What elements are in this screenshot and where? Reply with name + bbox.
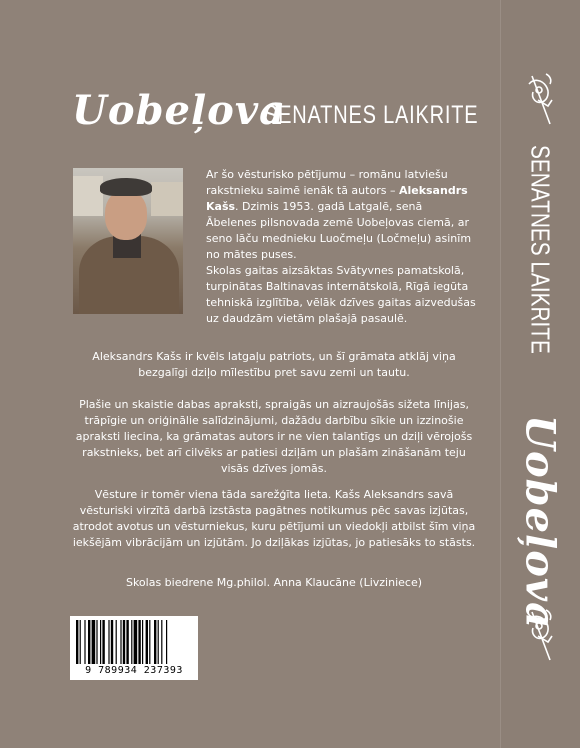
photo-building xyxy=(73,176,103,216)
reviewer-signature: Skolas biedrene Mg.philol. Anna Klaucāne (Livziniece) xyxy=(125,576,423,589)
spine-subtitle: SENATNES LAIKRITE xyxy=(525,145,556,354)
intro-second-paragraph: Skolas gaitas aizsāktas Svātyvnes pamatskolā, turpinātas Baltinavas internātskolā, Rīgā iegūta tehniskā izglītība, vēlāk dzīves gaitas aizvedušas uz daudzām vietām plašajā pasaulē. xyxy=(206,264,476,325)
barcode-bar xyxy=(142,620,143,664)
intro-paragraph xyxy=(206,167,476,263)
barcode-bar xyxy=(158,620,159,664)
spine-title: Uobeļova xyxy=(516,415,564,630)
barcode-bar xyxy=(116,620,117,664)
barcode-bar xyxy=(88,620,90,664)
barcode-bar xyxy=(92,620,96,664)
barcode-bar xyxy=(84,620,85,664)
spine-title-block xyxy=(517,119,564,629)
barcode-bar xyxy=(146,620,148,664)
barcode-bar xyxy=(149,620,150,664)
barcode-bar xyxy=(131,620,132,664)
paragraph-description: Plašie un skaistie dabas apraksti, spraigās un aizraujošās sižeta līnijas, trāpīgie un oriģinālie salīdzinājumi, dažādu darbību sīkie un izzinošie apraksti liecina, ka grāmatas autors ir ne vien talantīgs un dziļi vērojošs rakstnieks, bet arī cilvēks ar patiesi dziļām un plašām zināšanām teju visās dzīves jomās. xyxy=(75,398,473,475)
barcode-bar xyxy=(123,620,125,664)
barcode-bar xyxy=(102,620,104,664)
barcode-bar xyxy=(100,620,101,664)
barcode-bar xyxy=(126,620,128,664)
photo-cap xyxy=(100,178,152,196)
photo-face xyxy=(105,190,147,240)
barcode-bar xyxy=(166,620,167,664)
author-intro xyxy=(206,167,476,327)
isbn-barcode xyxy=(70,616,198,680)
barcode-bar xyxy=(80,620,81,664)
barcode-bar xyxy=(120,620,121,664)
photo-building xyxy=(151,182,183,216)
book-title: Uobeļova xyxy=(72,87,287,134)
intro-text-continued: . Dzimis 1953. gadā Latgalē, senā Ābelenes pilsnovada zemē Uobeļovas ciemā, ar seno lāču mednieku Luočmeļu (Ločmeļu) asinīm no mātes puses. xyxy=(206,200,472,261)
barcode-bar xyxy=(108,620,109,664)
author-photo xyxy=(73,168,183,314)
barcode-bar xyxy=(134,620,138,664)
intro-text: Ar šo vēsturisko pētījumu – romānu latviešu rakstnieku saimē ienāk tā autors – xyxy=(206,168,448,197)
paragraph-patriot: Aleksandrs Kašs ir kvēls latgaļu patriots, un šī grāmata atklāj viņa bezgalīgi dziļo mīlestību pret savu zemi un tautu. xyxy=(92,350,456,379)
author-name: Aleksandrs Kašs xyxy=(206,184,468,213)
barcode-bar xyxy=(154,620,156,664)
barcode-bar xyxy=(161,620,162,664)
isbn-number: 9 789934 237393 xyxy=(85,665,183,676)
book-subtitle: SENATNES LAIKRITE xyxy=(264,101,479,129)
paragraph-history: Vēsture ir tomēr viena tāda sarežģīta lieta. Kašs Aleksandrs savā vēsturiski virzītā darbā izstāsta pagātnes notikumus pēc savas izjūtas, atrodot avotus un vēsturniekus, kuru pētījumi un viedokļi atbilst šīm viņa iekšējām vibrācijām un izjūtām. Jo dziļākas izjūtas, jo patiesāks to stāsts. xyxy=(72,488,476,549)
barcode-bar xyxy=(76,620,78,664)
barcode-bar xyxy=(96,620,97,664)
barcode-bar xyxy=(111,620,113,664)
barcode-bar xyxy=(138,620,140,664)
barcode-bars xyxy=(76,620,192,664)
